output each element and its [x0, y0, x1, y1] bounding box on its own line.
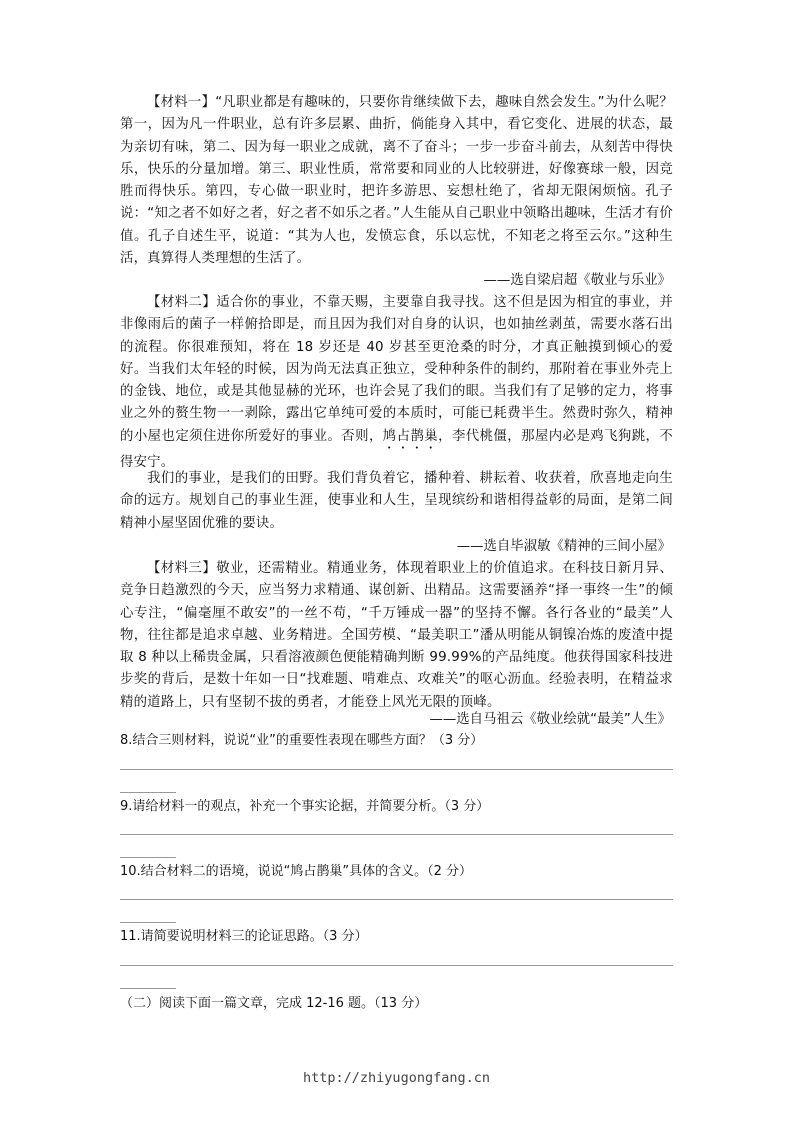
answer-line-short: [120, 857, 176, 858]
question-10: 10.结合材料二的语境，说说“鸠占鹊巢”具体的含义。（2 分）: [120, 864, 473, 879]
answer-line[interactable]: [120, 834, 673, 835]
answer-line-short: [120, 792, 176, 793]
material-three-source: ——选自马祖云《敬业绘就“最美”人生》: [429, 712, 671, 727]
material-two-paragraph-2: 我们的事业，是我们的田野。我们背负着它，播种着、耕耘着、收获着，欣喜地走向生命的远方。规划自己的事业生涯，使事业和人生，呈现缤纷和谐相得益彰的局面，是第二间精神小屋坚固优雅的要诀。: [120, 471, 673, 531]
question-8: 8.结合三则材料，说说“业”的重要性表现在哪些方面？（3 分）: [120, 733, 484, 748]
material-three-paragraph: 【材料三】敬业，还需精业。精通业务，体现着职业上的价值追求。在科技日新月异、竞争日趋激烈的今天，应当努力求精通、谋创新、出精品。这需要涵养“择一事终一生”的倾心专注，“偏毫厘不敢安”的一丝不苟，“千万锤成一器”的坚持不懈。各行各业的“最美”人物，往往都是追求卓越、业务精进。全国劳模、“最美职工”潘从明能从铜镍冶炼的废渣中提取 8 种以上稀贵金属，只看溶液颜色便能精确判断 99.99%的产品纯度。他获得国家科技进步奖的背后，是数十年如一日“找难题、啃难点、攻难关”的呕心沥血。经验表明，在精益求精的道路上，只有坚韧不拔的勇者，才能登上风光无限的顶峰。: [120, 561, 673, 710]
material-two-paragraph: [120, 292, 673, 474]
emphasized-idiom: 鸠占鹊巢: [382, 428, 439, 444]
material-two-text-before: 【材料二】适合你的事业，不靠天赐，主要靠自我寻找。这不但是因为相宜的事业，并非像雨后的菌子一样俯拾即是，而且因为我们对自身的认识，也如抽丝剥茧，需要水落石出的流程。你很难预知，将在 18 岁还是 40 岁甚至更沧桑的时分，才真正触摸到倾心的爱好。当我们太年轻的时候，因为尚无法真正独立，受种种条件的制约，那附着在事业外壳上的金钱、地位，或是其他显赫的光环，也许会晃了我们的眼。当我们有了足够的定力，将事业之外的赘生物一一剥除，露出它单纯可爱的本质时，可能已耗费半生。然费时弥久，精神的小屋也定须住进你所爱好的事业。否则，: [120, 295, 673, 444]
answer-line[interactable]: [120, 769, 673, 770]
answer-line-short: [120, 988, 176, 989]
question-11: 11.请简要说明材料三的论证思路。（3 分）: [120, 929, 368, 944]
material-one-paragraph: 【材料一】“凡职业都是有趣味的，只要你肯继续做下去，趣味自然会发生。”为什么呢？第一，因为凡一件职业，总有许多层累、曲折，倘能身入其中，看它变化、进展的状态，最为亲切有味，第二、因为每一职业之成就，离不了奋斗；一步一步奋斗前去，从刻苦中得快乐，快乐的分量加增。第三、职业性质，常常要和同业的人比较骈进，好像赛球一般，因竞胜而得快乐。第四，专心做一职业时，把许多游思、妄想杜绝了，省却无限闲烦恼。孔子说：“知之者不如好之者，好之者不如乐之者。”人生能从自己职业中领略出趣味，生活才有价值。孔子自述生平，说道：“其为人也，发愤忘食，乐以忘忧，不知老之将至云尔。”这种生活，真算得人类理想的生活了。: [120, 95, 673, 267]
material-one-source: ——选自梁启超《敬业与乐业》: [483, 273, 671, 288]
material-two-source: ——选自毕淑敏《精神的三间小屋》: [456, 539, 671, 554]
answer-line[interactable]: [120, 965, 673, 966]
section-two-heading: （二）阅读下面一篇文章，完成 12-16 题。（13 分）: [120, 996, 428, 1011]
material-two-text-after: ，李代桃僵，那屋内必是鸡飞狗跳，不得安宁。: [120, 428, 673, 470]
question-9: 9.请给材料一的观点，补充一个事实论据，并简要分析。（3 分）: [120, 799, 490, 814]
answer-line[interactable]: [120, 899, 673, 900]
footer-url[interactable]: http://zhiyugongfang.cn: [303, 1070, 490, 1086]
answer-line-short: [120, 922, 176, 923]
